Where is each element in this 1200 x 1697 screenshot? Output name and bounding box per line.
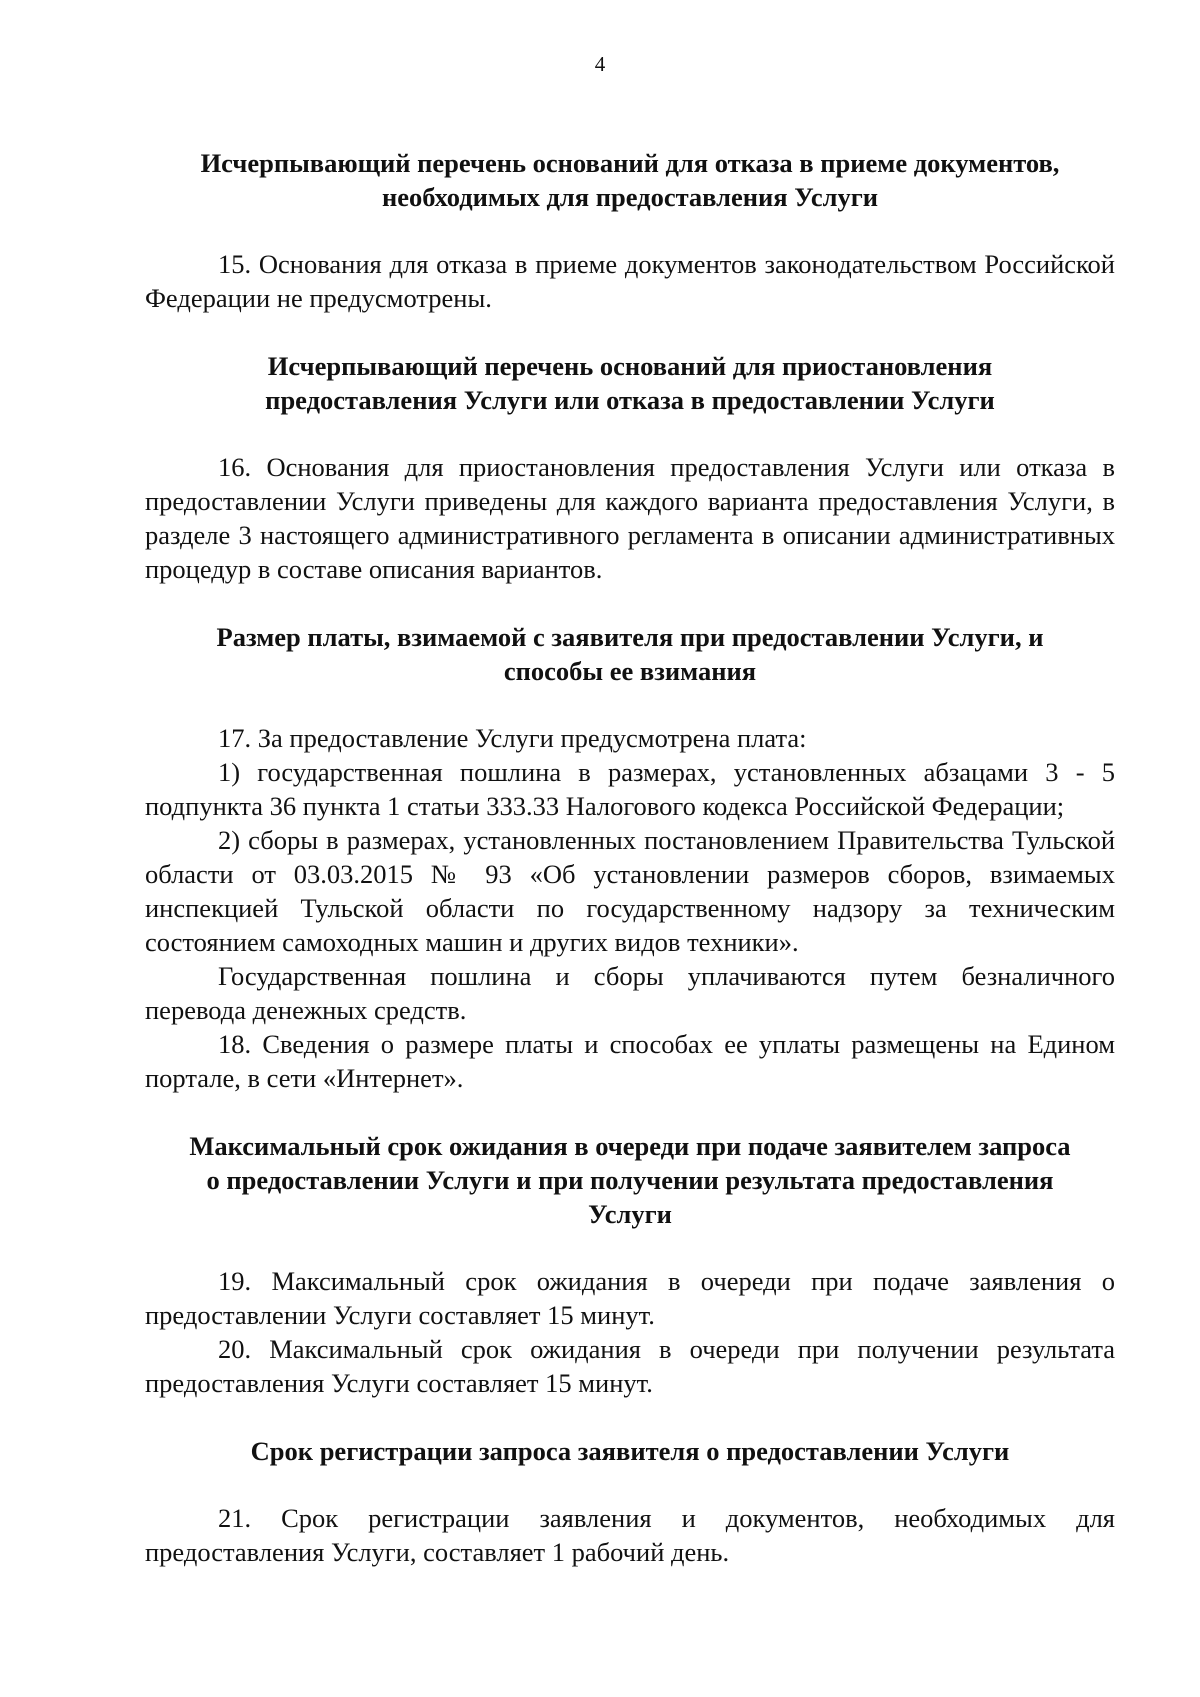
paragraph-fee-payment: Государственная пошлина и сборы уплачиваются путем безналичного перевода денежных средств. [145, 961, 1115, 1025]
paragraph-17-item-1: 1) государственная пошлина в размерах, установленных абзацами 3 - 5 подпункта 36 пункта 1 статьи 333.33 Налогового кодекса Российской Федерации; [145, 757, 1115, 821]
document-body [145, 146, 1115, 1569]
paragraph-18: 18. Сведения о размере платы и способах ее уплаты размещены на Едином портале, в сети «Интернет». [145, 1029, 1115, 1093]
section-heading: Исчерпывающий перечень оснований для приостановления предоставления Услуги или отказа в предоставлении Услуги [265, 351, 995, 415]
section-fee [145, 620, 1115, 1095]
paragraph-21: 21. Срок регистрации заявления и документов, необходимых для предоставления Услуги, составляет 1 рабочий день. [145, 1503, 1115, 1567]
section-waiting-time [145, 1129, 1115, 1400]
section-heading: Размер платы, взимаемой с заявителя при предоставлении Услуги, и способы ее взимания [216, 622, 1044, 686]
paragraph-20: 20. Максимальный срок ожидания в очереди при получении результата предоставления Услуги составляет 15 минут. [145, 1334, 1115, 1398]
paragraph-17: 17. За предоставление Услуги предусмотрена плата: [218, 723, 807, 753]
section-heading: Максимальный срок ожидания в очереди при подаче заявителем запроса о предоставлении Услуги и при получении результата предоставления Услуги [189, 1131, 1071, 1229]
section-heading: Исчерпывающий перечень оснований для отказа в приеме документов, необходимых для предоставления Услуги [200, 148, 1060, 212]
paragraph-15: 15. Основания для отказа в приеме документов законодательством Российской Федерации не предусмотрены. [145, 249, 1115, 313]
paragraph-19: 19. Максимальный срок ожидания в очереди при подаче заявления о предоставлении Услуги составляет 15 минут. [145, 1266, 1115, 1330]
page-number: 4 [594, 52, 606, 76]
section-suspension-refusal [145, 349, 1115, 586]
section-heading: Срок регистрации запроса заявителя о предоставлении Услуги [250, 1436, 1010, 1466]
paragraph-16: 16. Основания для приостановления предоставления Услуги или отказа в предоставлении Услуги приведены для каждого варианта предоставления Услуги, в разделе 3 настоящего административного регламента в описании административных процедур в составе описания вариантов. [145, 452, 1115, 584]
section-registration-time [145, 1434, 1115, 1569]
section-refusal-reception [145, 146, 1115, 315]
paragraph-17-item-2: 2) сборы в размерах, установленных постановлением Правительства Тульской области от 03.03.2015 № 93 «Об установлении размеров сборов, взимаемых инспекцией Тульской области по государственному надзору за техническим состоянием самоходных машин и других видов техники». [145, 825, 1115, 957]
